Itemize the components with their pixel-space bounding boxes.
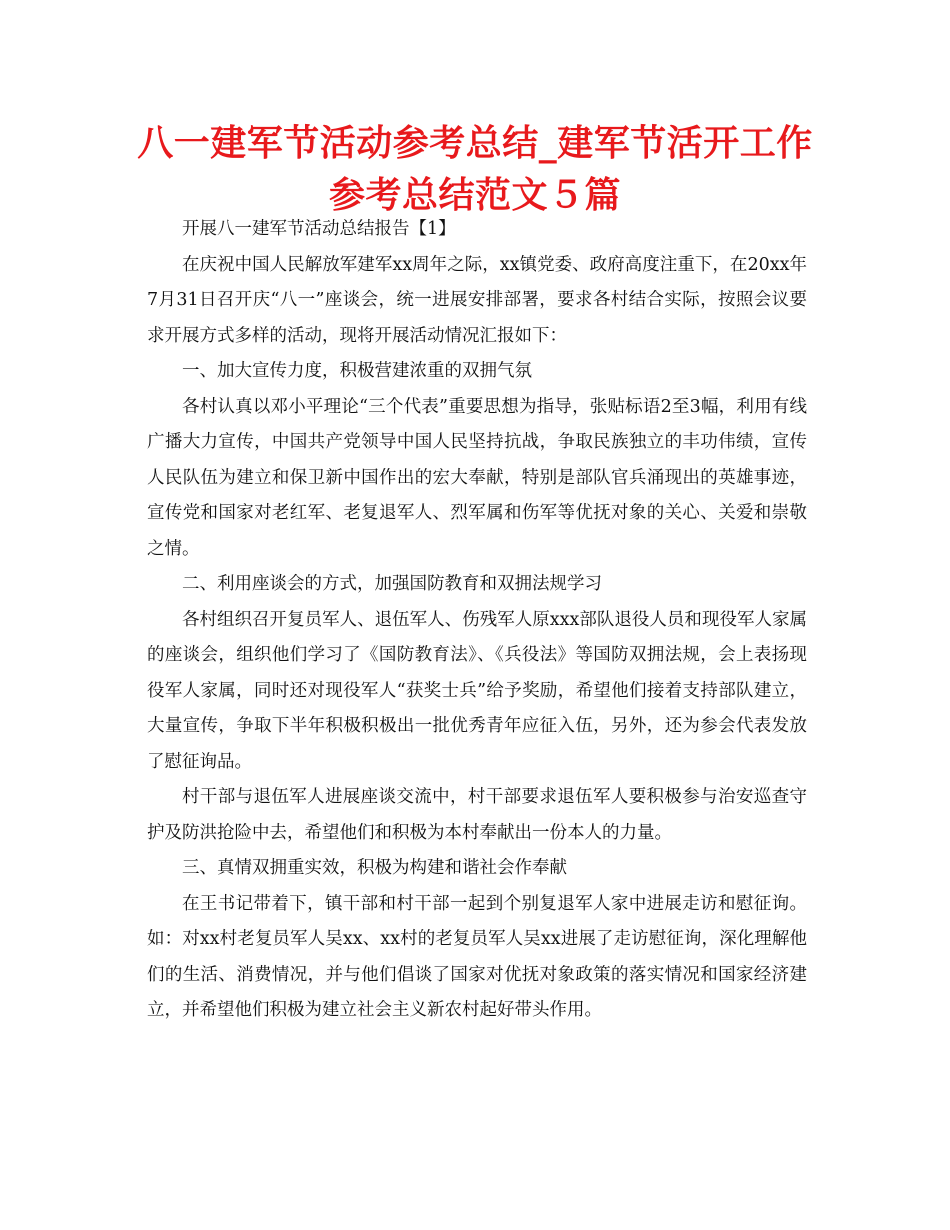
section-paragraph-3: 在王书记带着下，镇干部和村干部一起到个别复退军人家中进展走访和慰征询。如：对xx村老复员军人吴xx、xx村的老复员军人吴xx进展了走访慰征询，深化理解他们的生活、消费情况，并与他们倡谈了国家对优抚对象政策的落实情况和国家经济建立，并希望他们积极为建立社会主义新农村起好带头作用。 <box>147 893 807 1020</box>
document-title: 八一建军节活动参考总结_建军节活开工作参考总结范文５篇 <box>137 123 813 216</box>
intro-paragraph: 在庆祝中国人民解放军建军xx周年之际，xx镇党委、政府高度注重下，在20xx年7月31日召开庆“八一”座谈会，统一进展安排部署，要求各村结合实际，按照会议要求开展方式多样的活动，现将开展活动情况汇报如下： <box>147 254 807 346</box>
section-heading-3: 三、真情双拥重实效，积极为构建和谐社会作奉献 <box>182 858 567 878</box>
report-heading: 开展八一建军节活动总结报告【1】 <box>182 219 456 239</box>
section-paragraph-2a: 各村组织召开复员军人、退伍军人、伤残军人原xxx部队退役人员和现役军人家属的座谈会，组织他们学习了《国防教育法》、《兵役法》等国防双拥法规，会上表扬现役军人家属，同时还对现役军人“获奖士兵”给予奖励，希望他们接着支持部队建立，大量宣传，争取下半年积极积极出一批优秀青年应征入伍，另外，还为参会代表发放了慰征询品。 <box>147 609 807 772</box>
section-paragraph-2b: 村干部与退伍军人进展座谈交流中，村干部要求退伍军人要积极参与治安巡查守护及防洪抢险中去，希望他们和积极为本村奉献出一份本人的力量。 <box>147 787 807 843</box>
section-heading-2: 二、利用座谈会的方式，加强国防教育和双拥法规学习 <box>182 574 602 594</box>
document-body <box>147 212 807 1029</box>
section-paragraph-1: 各村认真以邓小平理论“三个代表”重要思想为指导，张贴标语2至3幅，利用有线广播大力宣传，中国共产党领导中国人民坚持抗战，争取民族独立的丰功伟绩，宣传人民队伍为建立和保卫新中国作出的宏大奉献，特别是部队官兵涌现出的英雄事迹，宣传党和国家对老红军、老复退军人、烈军属和伤军等优抚对象的关心、关爱和崇敬之情。 <box>147 396 807 559</box>
section-heading-1: 一、加大宣传力度，积极营建浓重的双拥气氛 <box>182 361 532 381</box>
